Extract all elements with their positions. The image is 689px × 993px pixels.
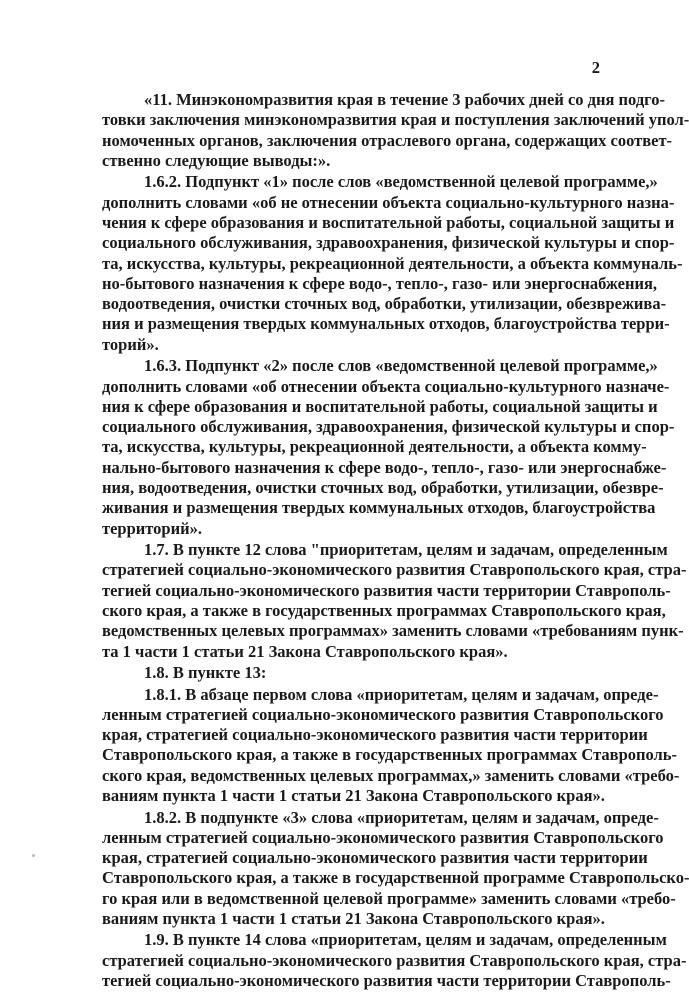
text-line: ведомственных целевых программах» заменить словами «требованиям пунк- xyxy=(102,621,684,641)
text-line: ленным стратегией социально-экономического развития Ставропольского xyxy=(102,827,664,847)
paragraph xyxy=(102,356,675,539)
text-line: 1.6.3. Подпункт «2» после слов «ведомственной целевой программе,» xyxy=(144,356,658,376)
text-line: ственно следующие выводы:». xyxy=(102,150,331,170)
text-line: 1.7. В пункте 12 слова "приоритетам, целям и задачам, определенным xyxy=(144,540,668,560)
text-line: 1.8.2. В подпункте «3» слова «приоритетам, целям и задачам, опреде- xyxy=(144,807,659,827)
text-line: ния, водоотведения, очистки сточных вод, обработки, утилизации, обезвре- xyxy=(102,478,664,498)
paragraph xyxy=(102,90,689,171)
text-line: нально-бытового назначения к сфере водо-, тепло-, газо- или энергоснабже- xyxy=(102,457,667,477)
text-line: ского края, ведомственных целевых программах,» заменить словами «требо- xyxy=(102,765,680,785)
text-line: стратегией социально-экономического развития Ставропольского края, стра- xyxy=(102,560,687,580)
scan-speck xyxy=(32,854,35,857)
text-line: ского края, а также в государственных программах Ставропольского края, xyxy=(102,600,666,620)
text-line: ваниям пункта 1 части 1 статьи 21 Закона Ставропольского края». xyxy=(102,909,605,928)
text-line: 1.6.2. Подпункт «1» после слов «ведомственной целевой программе,» xyxy=(144,172,658,192)
text-line: дополнить словами «об отнесении объекта социально-культурного назначе- xyxy=(102,376,670,396)
text-line: Ставропольского края, а также в государственных программах Ставрополь- xyxy=(102,745,678,765)
text-line: социального обслуживания, здравоохранения, физической культуры и спор- xyxy=(102,417,675,437)
text-line: та 1 части 1 статьи 21 Закона Ставропольского края». xyxy=(102,641,508,661)
paragraph xyxy=(102,807,689,930)
text-line: ния к сфере образования и воспитательной работы, социальной защиты и xyxy=(102,396,658,416)
text-line: товки заключения минэкономразвития края и поступления заключений упол- xyxy=(102,110,689,130)
text-line: го края или в ведомственной целевой программе» заменить словами «требо- xyxy=(102,888,676,908)
text-line: ния и размещения твердых коммунальных отходов, благоустройства терри- xyxy=(102,314,670,334)
text-line: социального обслуживания, здравоохранения, физической культуры и спор- xyxy=(102,233,675,253)
text-line: Ставропольского края, а также в государственной программе Ставропольско- xyxy=(102,868,689,888)
text-line: стратегией социально-экономического развития Ставропольского края, стра- xyxy=(102,950,687,970)
paragraph xyxy=(102,663,602,683)
document-body xyxy=(102,90,689,993)
text-line: та, искусства, культуры, рекреационной деятельности, а объекта коммуналь- xyxy=(102,253,683,273)
text-line: территорий». xyxy=(102,518,202,538)
text-line: дополнить словами «об не отнесении объекта социально-культурного назна- xyxy=(102,192,675,212)
text-line: ленным стратегией социально-экономического развития Ставропольского xyxy=(102,704,664,724)
text-line: ваниям пункта 1 части 1 статьи 21 Закона Ставропольского края». xyxy=(102,786,605,806)
text-line: края, стратегией социально-экономического развития части территории xyxy=(102,725,648,745)
text-line: тегией социально-экономического развития части территории Ставрополь- xyxy=(102,971,671,991)
text-line: чения к сфере образования и воспитательной работы, социальной защиты и xyxy=(102,212,675,232)
text-line: 1.8.1. В абзаце первом слова «приоритетам, целям и задачам, опреде- xyxy=(144,684,659,704)
text-line: та, искусства, культуры, рекреационной деятельности, а объекта комму- xyxy=(102,437,647,457)
text-line: 1.9. В пункте 14 слова «приоритетам, целям и задачам, определенным xyxy=(144,930,667,950)
paragraph xyxy=(102,930,687,991)
page-number: 2 xyxy=(591,58,600,77)
text-line: края, стратегией социально-экономического развития части территории xyxy=(102,848,648,868)
text-line: живания и размещения твердых коммунальных отходов, благоустройства xyxy=(102,498,656,518)
text-line: тегией социально-экономического развития части территории Ставрополь- xyxy=(102,580,671,600)
paragraph xyxy=(102,540,687,662)
text-line: торий». xyxy=(102,334,159,354)
text-line: «11. Минэкономразвития края в течение 3 рабочих дней со дня подго- xyxy=(144,90,666,109)
text-line: но-бытового назначения к сфере водо-, тепло-, газо- или энергоснабжения, xyxy=(102,273,658,293)
paragraph xyxy=(102,684,680,807)
text-line: 1.8. В пункте 13: xyxy=(144,663,267,683)
text-line: номоченных органов, заключения отраслевого органа, содержащих соответ- xyxy=(102,130,673,150)
text-line: водоотведения, очистки сточных вод, обработки, утилизации, обезврежива- xyxy=(102,294,667,314)
paragraph xyxy=(102,172,683,355)
